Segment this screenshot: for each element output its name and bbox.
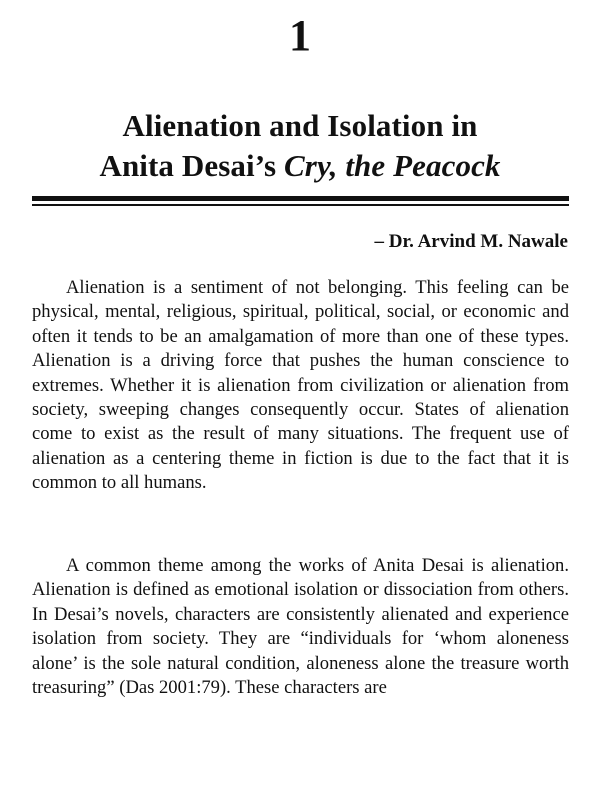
title-rule-thick [32, 196, 569, 201]
paragraph-text: A common theme among the works of Anita Desai is alienation. Alienation is defined as emotional isolation or dissociation from others. In Desai’s novels, characters are consistently alienated and experience isolation from society. They are “individuals for ‘whom aloneness alone’ is the sole natural condition, aloneness alone the treasure worth treasuring” (Das 2001:79). These characters are [32, 555, 569, 699]
paragraph-text: Alienation is a sentiment of not belonging. This feeling can be physical, mental, religious, spiritual, political, social, or economic and often it tends to be an amalgamation of more than one of these types. Alienation is a driving force that pushes the human conscience to extremes. Whether it is alienation from civilization or alienation from society, sweeping changes consequently occur. States of alienation come to exist as the result of many situations. The frequent use of alienation as a centering theme in fiction is due to the fact that it is common to all humans. [32, 277, 569, 494]
chapter-title-line-1: Alienation and Isolation in [122, 108, 478, 143]
chapter-title-prefix: Anita Desai’s [99, 148, 284, 183]
body-paragraph-2 [32, 554, 569, 700]
author-byline: – Dr. Arvind M. Nawale [374, 231, 568, 252]
chapter-number: 1 [289, 11, 311, 60]
chapter-title-book-name: Cry, the Peacock [284, 148, 501, 183]
body-paragraph-1 [32, 276, 569, 496]
title-rule-thin [32, 204, 569, 206]
chapter-title-line-2 [0, 146, 600, 186]
chapter-title [0, 106, 600, 186]
